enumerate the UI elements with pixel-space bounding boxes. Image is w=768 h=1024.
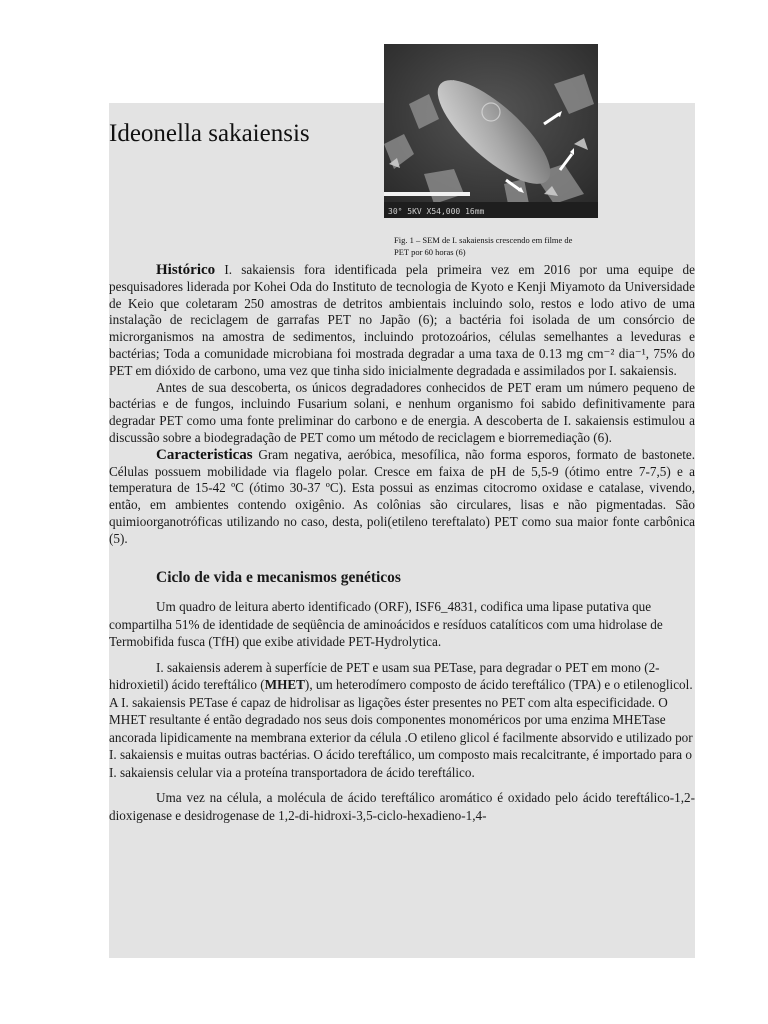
ciclo-paragraph-1: Um quadro de leitura aberto identificado (ORF), ISF6_4831, codifica uma lipase putativa que compartilha 51% de identidade de seqüência de aminoácidos e resíduos catalíticos com uma hidrolase de Termobifida fusca (TfH) que exibe atividade PET-Hydrolytica. [109, 599, 663, 650]
ciclo-section [109, 598, 695, 824]
mhet-term: MHET [264, 677, 305, 693]
caption-line-1: Fig. 1 – SEM de I. sakaiensis crescendo em filme de [394, 235, 573, 245]
caracteristicas-text: Gram negativa, aeróbica, mesofílica, não forma esporos, formato de bastonete. Células possuem mobilidade via flagelo polar. Cresce em faixa de pH de 5,5-9 (ótimo entre 7-7,5) e a temperatura de 15-42 ºC (ótimo 30-37 ºC). Esta possui as enzimas citocromo oxidase e catalase, vivendo, então, em ambientes contendo oxigênio. As colônias são circulares, lisas e não pigmentadas. São quimioorganotróficas utilizando no caso, desta, poli(etileno tereftalato) PET como sua maior fonte carbônica (5). [109, 446, 696, 546]
ciclo-paragraph-2 [109, 659, 695, 782]
ciclo-paragraph-3: Uma vez na célula, a molécula de ácido tereftálico aromático é oxidado pelo ácido tereftálico-1,2-dioxigenase e desidrogenase de 1,2-di-hidroxi-3,5-ciclo-hexadieno-1,4- [109, 790, 695, 823]
page-title: Ideonella sakaiensis [109, 120, 310, 147]
sem-readout: 30° 5KV X54,000 16mm [388, 207, 485, 216]
caption-line-2: PET por 60 horas (6) [394, 247, 466, 257]
caracteristicas-heading: Caracteristicas [156, 446, 253, 463]
ciclo-heading: Ciclo de vida e mecanismos genéticos [156, 568, 401, 586]
historico-paragraph-2: Antes de sua descoberta, os únicos degradadores conhecidos de PET eram um número pequeno de bactérias e de fungos, incluindo Fusarium solani, e nenhum organismo foi sabido definitivamente para degradar PET como uma fonte preliminar do carbono e de energia. A descoberta de I. sakaiensis estimulou a discussão sobre a biodegradação de PET como um método de reciclagem e biorremediação (6). [109, 379, 695, 445]
figure-caption [394, 234, 634, 258]
article-body [109, 262, 695, 832]
sem-micrograph [384, 44, 598, 218]
ciclo-p2-end: ), um heterodímero composto de ácido tereftálico (TPA) e o etilenoglicol. A I. sakaiensis PETase é capaz de hidrolisar as ligações éster presentes no PET com alta especificidade. O MHET resultante é então degradado nos seus dois componentes monoméricos por uma enzima MHETase ancorada lipidicamente na membrana exterior da célula .O etileno glicol é facilmente absorvido e utilizado por I. sakaiensis e muitas outras bactérias. O ácido tereftálico, um composto mais recalcitrante, é importado para o I. sakaiensis celular via a proteína transportadora de ácido tereftálico. [109, 677, 693, 780]
caracteristicas-paragraph [109, 447, 695, 548]
historico-heading: Histórico [156, 262, 216, 278]
historico-text: I. sakaiensis fora identificada pela primeira vez em 2016 por uma equipe de pesquisadores liderada por Kohei Oda do Instituto de tecnologia de Kyoto e Kenji Miyamoto da Universidade de Keio que coletaram 250 amostras de detritos ambientais incluindo solo, restos e lodo ativo de uma instalação de reciclagem de garrafas PET no Japão (6); a bactéria foi isolada de um consórcio de microrganismos na amostra de sedimentos, incluindo protozoários, células semelhantes a leveduras e bactérias; Toda a comunidade microbiana foi mostrada degradar a uma taxa de 0.13 mg cm⁻² dia⁻¹, 75% do PET em dióxido de carbono, uma vez que tinha sido inicialmente degradada e assimilados por I. sakaiensis. [109, 262, 696, 378]
ciclo-p2-start: I. sakaiensis aderem à superfície de PET e usam sua PETase, para degradar o PET em mono (2-hidroxietil) ácido tereftálico ( [109, 659, 660, 693]
historico-paragraph [109, 262, 695, 380]
